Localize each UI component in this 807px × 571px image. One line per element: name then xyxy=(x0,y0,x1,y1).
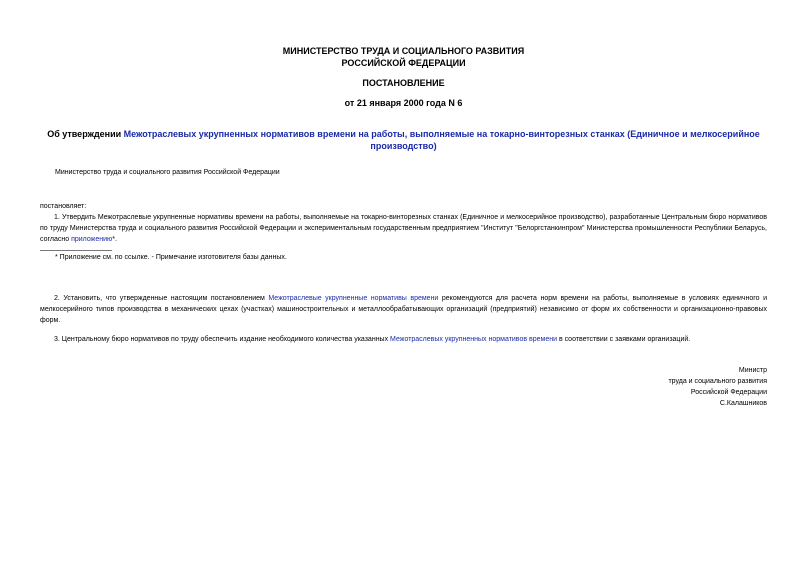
signature-line-3: Российской Федерации xyxy=(690,389,767,396)
footnote-text: * Приложение см. по ссылке. - Примечание изготовителя базы данных. xyxy=(55,254,287,261)
signature-line-1: Министр xyxy=(738,367,767,374)
item-1-suffix: *. xyxy=(112,236,117,243)
document-date: от 21 января 2000 года N 6 xyxy=(344,98,463,108)
item-1 xyxy=(40,212,767,245)
item-3-suffix: в соответствии с заявками организаций. xyxy=(557,336,691,343)
ministry-line-2: РОССИЙСКОЙ ФЕДЕРАЦИИ xyxy=(341,58,466,68)
item-2-prefix: 2. Установить, что утвержденные настоящим постановлением xyxy=(54,295,269,302)
item-1-text: 1. Утвердить Межотраслевые укрупненные нормативы времени на работы, выполняемые на токарно-винторезных станках (Единичное и мелкосерийное производство), разработанные Центральным бюро нормативов по труду Министерства труда и социального развития Российской Федерации и экспериментальным государственным предприятием "Институт "Белоргстанкинпром" Министерства промышленности Республики Беларусь, согласно xyxy=(40,214,767,243)
signature-block xyxy=(668,365,767,409)
ministry-line-1: МИНИСТЕРСТВО ТРУДА И СОЦИАЛЬНОГО РАЗВИТИЯ xyxy=(282,46,525,56)
footnote-separator xyxy=(40,250,112,251)
item-2-suffix: рекомендуются для расчета норм времени на работы, выполняемые в условиях единичного и мелкосерийного типов производства в механических цехах (участках) машиностроительных и металлообрабатывающих организаций (предприятий) независимо от форм их собственности и организационно-правовых форм. xyxy=(40,295,768,324)
signature-line-2: труда и социального развития xyxy=(668,378,767,385)
norms-link-2[interactable]: Межотраслевых укрупненных нормативов времени xyxy=(390,336,557,343)
signatory-name: С.Калашников xyxy=(719,400,767,407)
document-title xyxy=(40,128,767,152)
title-prefix: Об утверждении xyxy=(47,129,124,139)
item-3 xyxy=(40,334,767,345)
decides-text: постановляет: xyxy=(40,203,87,210)
document-type: ПОСТАНОВЛЕНИЕ xyxy=(362,78,445,88)
item-2 xyxy=(40,293,767,326)
appendix-link[interactable]: приложению xyxy=(71,236,113,243)
norms-link-1[interactable]: Межотраслевые укрупненные нормативы времени xyxy=(268,295,439,302)
item-3-prefix: 3. Центральному бюро нормативов по труду обеспечить издание необходимого количества указанных xyxy=(54,336,391,343)
title-link[interactable]: Межотраслевых укрупненных нормативов времени на работы, выполняемые на токарно-винторезных станках (Единичное и мелкосерийное производство) xyxy=(123,129,760,151)
issuer-text: Министерство труда и социального развития Российской Федерации xyxy=(55,169,280,176)
